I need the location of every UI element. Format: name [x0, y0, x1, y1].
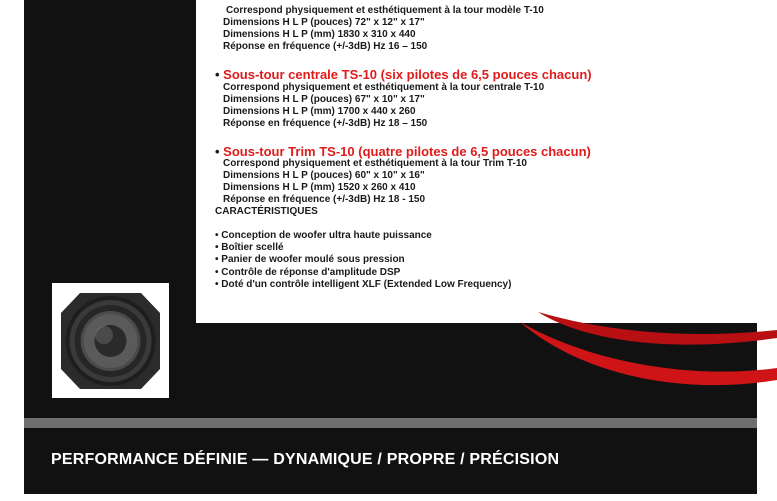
feature-item: • Conception de woofer ultra haute puissance: [215, 230, 511, 242]
model-3-spec-3: Dimensions H L P (mm) 1520 x 260 x 410: [223, 182, 416, 193]
model-2-title: • Sous-tour centrale TS-10 (six pilotes de 6,5 pouces chacun): [215, 67, 592, 82]
model-3-spec-1: Correspond physiquement et esthétiquement à la tour Trim T-10: [223, 158, 527, 169]
features-heading: CARACTÉRISTIQUES: [215, 206, 318, 217]
tagline: PERFORMANCE DÉFINIE — DYNAMIQUE / PROPRE / PRÉCISION: [51, 451, 560, 468]
model-3-spec-2: Dimensions H L P (pouces) 60" x 10" x 16": [223, 170, 425, 181]
model-1-spec-1: Correspond physiquement et esthétiquement à la tour modèle T-10: [226, 5, 544, 16]
red-swoosh-decoration: [480, 300, 777, 390]
gray-divider-band: [24, 418, 757, 428]
features-list: [215, 230, 511, 291]
feature-item: • Doté d'un contrôle intelligent XLF (Extended Low Frequency): [215, 279, 511, 291]
model-1-spec-3: Dimensions H L P (mm) 1830 x 310 x 440: [223, 29, 416, 40]
woofer-photo: [52, 283, 169, 398]
model-2-spec-1: Correspond physiquement et esthétiquement à la tour centrale T-10: [223, 82, 545, 93]
model-3-spec-4: Réponse en fréquence (+/-3dB) Hz 18 - 150: [223, 194, 426, 205]
feature-item: • Boîtier scellé: [215, 242, 511, 254]
feature-item: • Panier de woofer moulé sous pression: [215, 254, 511, 266]
model-1-spec-4: Réponse en fréquence (+/-3dB) Hz 16 – 150: [223, 41, 428, 52]
feature-item: • Contrôle de réponse d'amplitude DSP: [215, 267, 511, 279]
model-2-spec-2: Dimensions H L P (pouces) 67" x 10" x 17": [223, 94, 425, 105]
model-2-spec-3: Dimensions H L P (mm) 1700 x 440 x 260: [223, 106, 416, 117]
woofer-speaker-icon: [52, 283, 169, 398]
model-2-spec-4: Réponse en fréquence (+/-3dB) Hz 18 – 150: [223, 118, 428, 129]
model-3-title: • Sous-tour Trim TS-10 (quatre pilotes de 6,5 pouces chacun): [215, 144, 591, 159]
model-1-spec-2: Dimensions H L P (pouces) 72" x 12" x 17": [223, 17, 425, 28]
